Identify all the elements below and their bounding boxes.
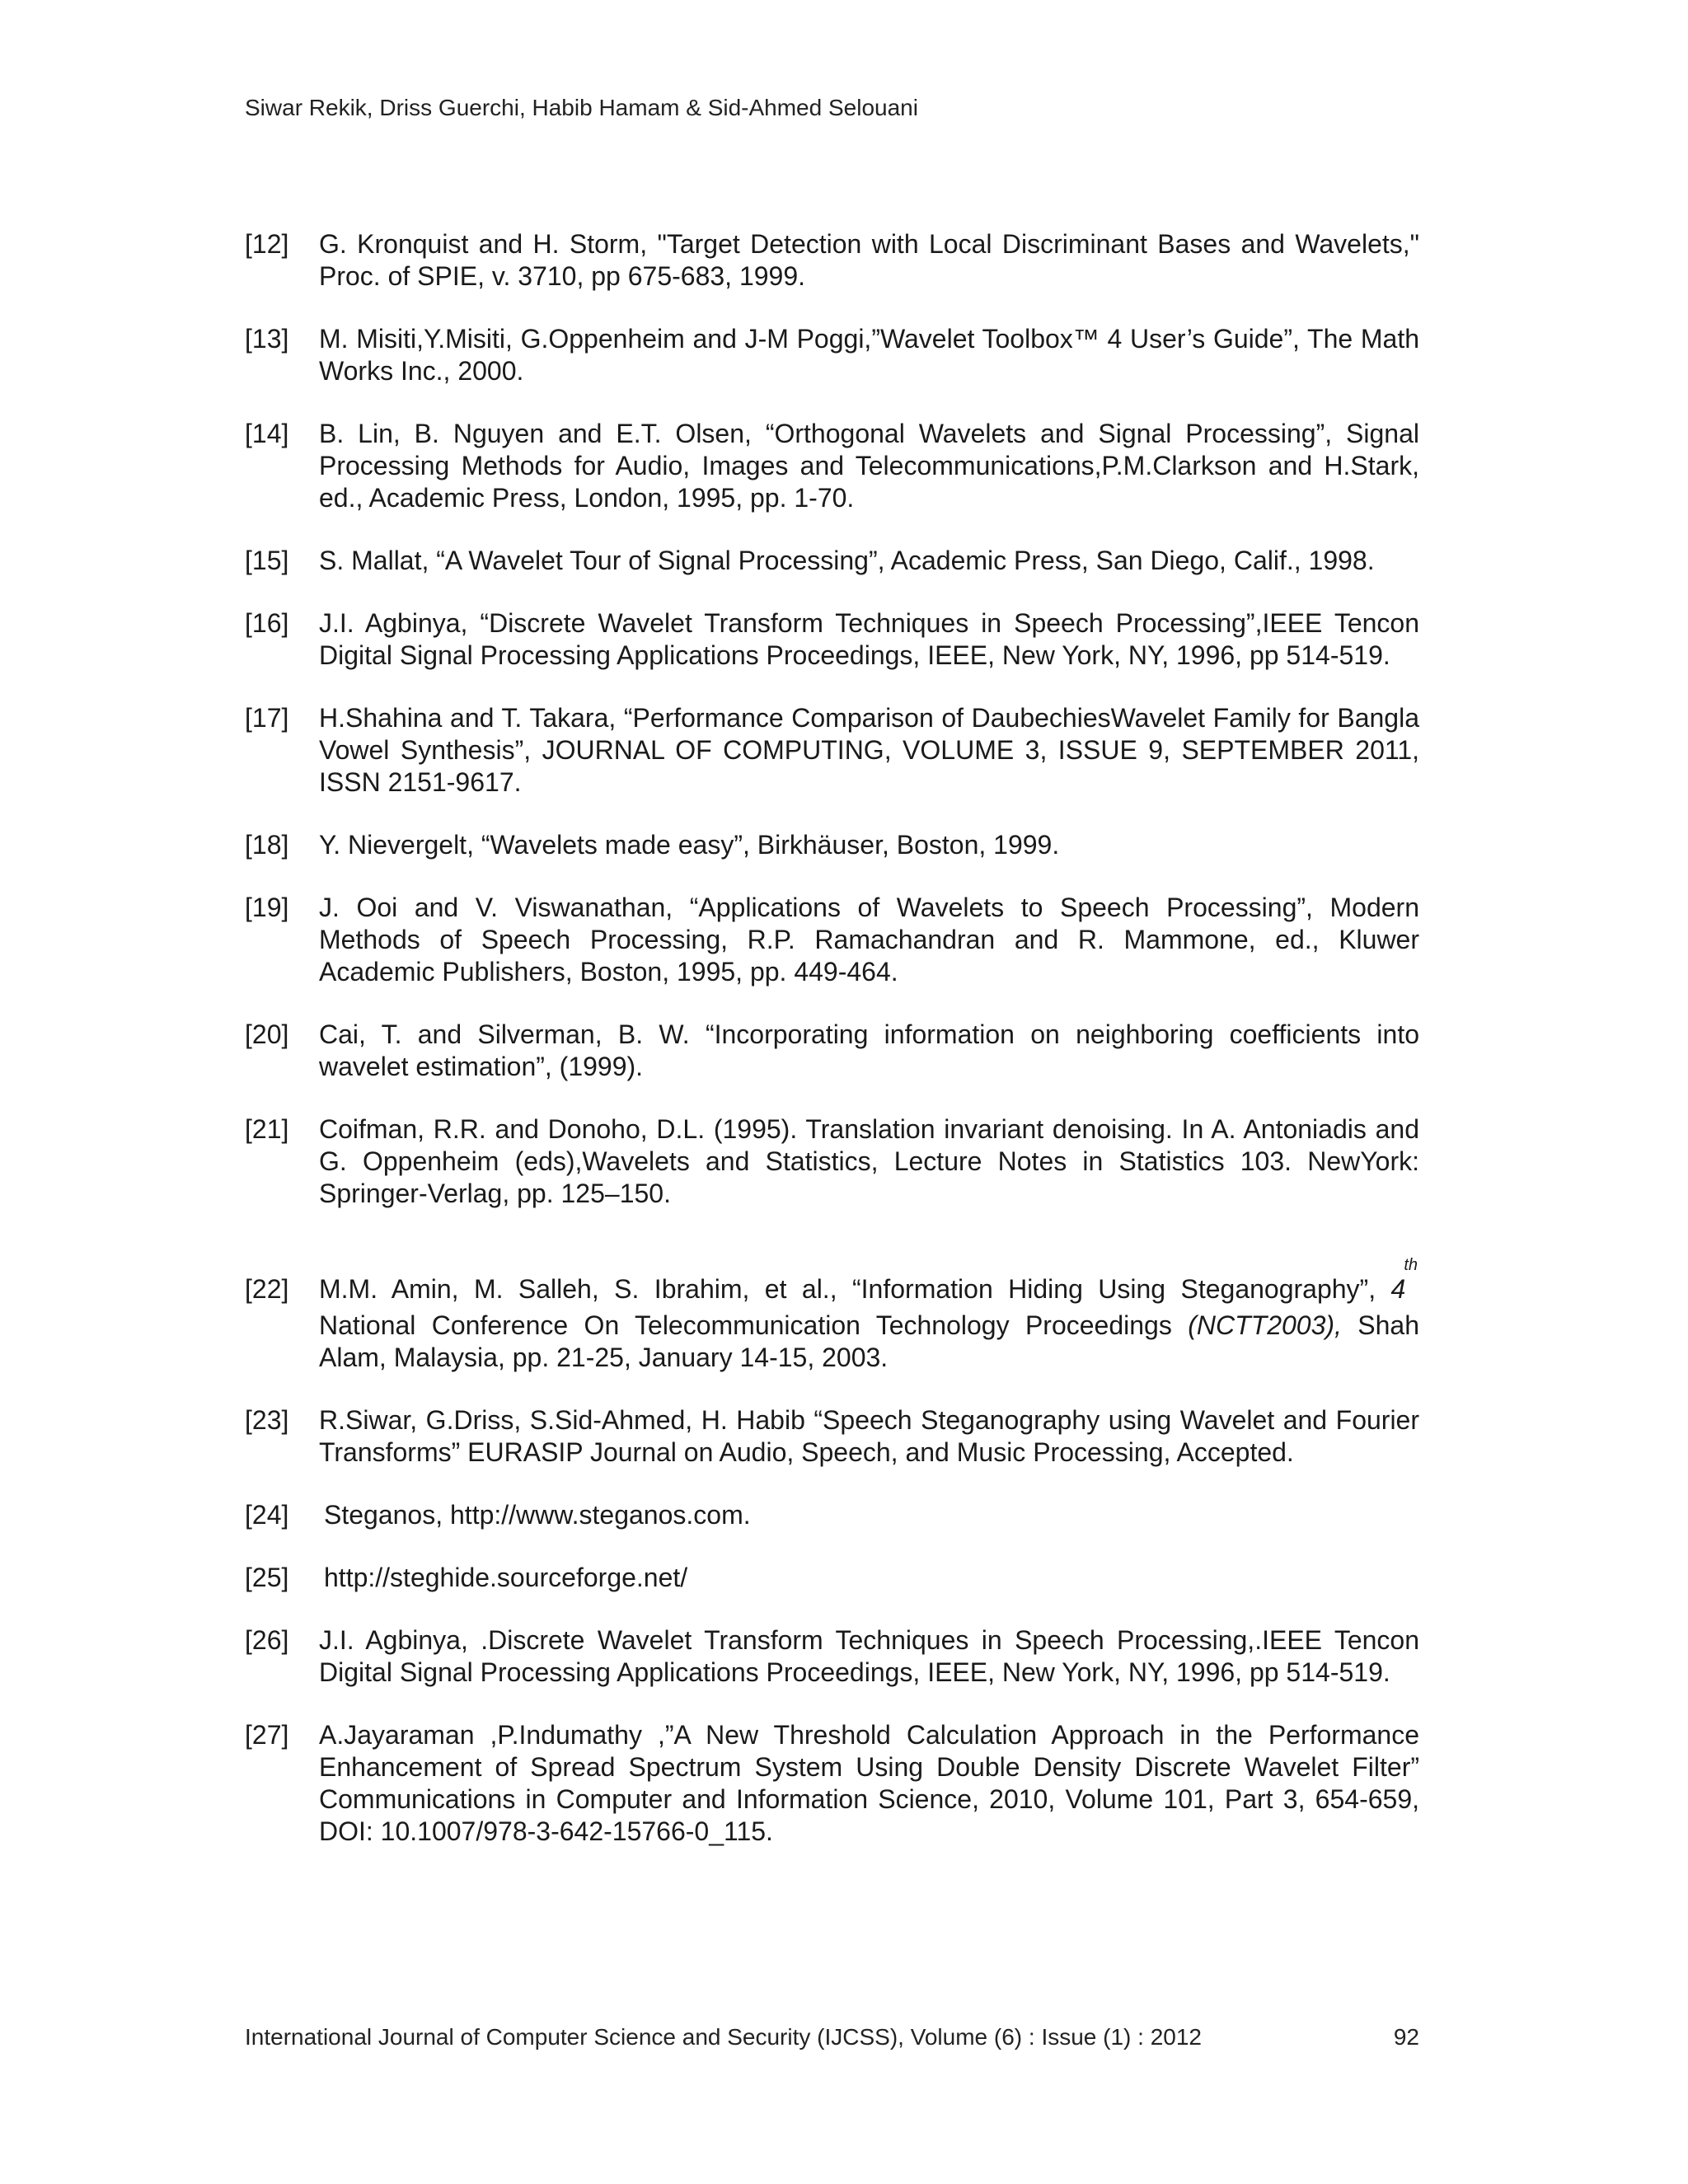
reference-item <box>245 228 1419 293</box>
reference-text: J.I. Agbinya, “Discrete Wavelet Transform Techniques in Speech Processing”,IEEE Tencon Digital Signal Processing Applications Proceedings, IEEE, New York, NY, 1996, pp 514-519. <box>319 608 1419 670</box>
reference-text: J. Ooi and V. Viswanathan, “Applications of Wavelets to Speech Processing”, Modern Methods of Speech Processing, R.P. Ramachandran and R. Mammone, ed., Kluwer Academic Publishers, Boston, 1995, pp. 449-464. <box>319 893 1419 987</box>
reference-text: Y. Nievergelt, “Wavelets made easy”, Birkhäuser, Boston, 1999. <box>319 830 1060 860</box>
reference-number: [23] <box>245 1405 289 1435</box>
reference-item <box>245 1562 1419 1594</box>
reference-number: [22] <box>245 1274 289 1304</box>
reference-text-part: National Conference On Telecommunication Technology Proceedings <box>319 1310 1189 1340</box>
reference-item <box>245 1624 1419 1689</box>
reference-number: [21] <box>245 1114 289 1144</box>
reference-item <box>245 1256 1420 1374</box>
reference-text: G. Kronquist and H. Storm, "Target Detection with Local Discriminant Bases and Wavelets," Proc. of SPIE, v. 3710, pp 675-683, 1999. <box>319 229 1419 291</box>
reference-number: [20] <box>245 1019 289 1049</box>
reference-text: Steganos, http://www.steganos.com. <box>324 1500 751 1530</box>
reference-text: B. Lin, B. Nguyen and E.T. Olsen, “Orthogonal Wavelets and Signal Processing”, Signal Processing Methods for Audio, Images and Telecommunications,P.M.Clarkson and H.Stark, ed., Academic Press, London, 1995, pp. 1-70. <box>319 419 1419 513</box>
reference-number: [13] <box>245 324 289 354</box>
reference-number: [26] <box>245 1625 289 1655</box>
reference-list <box>245 228 1419 1848</box>
reference-text: M. Misiti,Y.Misiti, G.Oppenheim and J-M Poggi,”Wavelet Toolbox™ 4 User’s Guide”, The Math Works Inc., 2000. <box>319 324 1419 386</box>
reference-number: [12] <box>245 229 289 259</box>
footer-journal-citation: International Journal of Computer Science and Security (IJCSS), Volume (6) : Issue (1) : 2012 <box>245 2024 1203 2050</box>
reference-number: [15] <box>245 546 289 575</box>
running-head-authors: Siwar Rekik, Driss Guerchi, Habib Hamam & Sid-Ahmed Selouani <box>245 95 918 120</box>
reference-item <box>245 323 1419 387</box>
reference-text: http://steghide.sourceforge.net/ <box>324 1563 688 1592</box>
reference-item <box>245 1719 1419 1848</box>
reference-item <box>245 1499 1419 1531</box>
reference-number: [19] <box>245 893 289 922</box>
reference-number: [24] <box>245 1500 289 1530</box>
reference-item <box>245 1019 1419 1083</box>
reference-text-part: Shah Alam, Malaysia, pp. 21-25, January 14-15, 2003. <box>319 1310 1420 1372</box>
reference-number: [16] <box>245 608 289 638</box>
reference-text: Coifman, R.R. and Donoho, D.L. (1995). Translation invariant denoising. In A. Antoniadis and G. Oppenheim (eds),Wavelets and Statistics, Lecture Notes in Statistics 103. NewYork: Springer-Verlag, pp. 125–150. <box>319 1114 1419 1208</box>
page-footer <box>245 2023 1419 2051</box>
reference-text: S. Mallat, “A Wavelet Tour of Signal Processing”, Academic Press, San Diego, Calif., 1998. <box>319 546 1375 575</box>
reference-text: R.Siwar, G.Driss, S.Sid-Ahmed, H. Habib “Speech Steganography using Wavelet and Fourier Transforms” EURASIP Journal on Audio, Speech, and Music Processing, Accepted. <box>319 1405 1419 1467</box>
reference-text: J.I. Agbinya, .Discrete Wavelet Transform Techniques in Speech Processing,.IEEE Tencon Digital Signal Processing Applications Proceedings, IEEE, New York, NY, 1996, pp 514-519. <box>319 1625 1419 1687</box>
reference-text: Cai, T. and Silverman, B. W. “Incorporating information on neighboring coefficients into wavelet estimation”, (1999). <box>319 1019 1419 1081</box>
reference-item <box>245 545 1419 577</box>
reference-item <box>245 829 1419 861</box>
reference-text <box>314 1256 1420 1374</box>
reference-text: A.Jayaraman ,P.Indumathy ,”A New Threshold Calculation Approach in the Performance Enhancement of Spread Spectrum System Using Double Density Discrete Wavelet Filter” Communications in Computer and Information Science, 2010, Volume 101, Part 3, 654-659, DOI: 10.1007/978-3-642-15766-0_115. <box>319 1720 1419 1846</box>
reference-text-part: M.M. Amin, M. Salleh, S. Ibrahim, et al., “Information Hiding Using Steganography”, <box>319 1274 1391 1304</box>
reference-number: [18] <box>245 830 289 860</box>
reference-item <box>245 1113 1419 1210</box>
reference-item <box>245 1404 1419 1469</box>
reference-italic-text: (NCTT2003), <box>1188 1310 1342 1340</box>
ordinal-superscript: th <box>1404 1256 1418 1274</box>
reference-text: H.Shahina and T. Takara, “Performance Comparison of DaubechiesWavelet Family for Bangla Vowel Synthesis”, JOURNAL OF COMPUTING, VOLUME 3, ISSUE 9, SEPTEMBER 2011, ISSN 2151-9617. <box>319 703 1419 797</box>
ordinal-number: 4 <box>1390 1274 1406 1304</box>
reference-item <box>245 702 1419 799</box>
reference-item <box>245 892 1419 988</box>
page-number: 92 <box>1393 2024 1419 2050</box>
reference-number: [25] <box>245 1563 289 1592</box>
reference-item <box>245 418 1419 514</box>
reference-item <box>245 607 1419 672</box>
reference-number: [17] <box>245 703 289 733</box>
reference-number: [14] <box>245 419 289 448</box>
reference-number: [27] <box>245 1720 289 1750</box>
